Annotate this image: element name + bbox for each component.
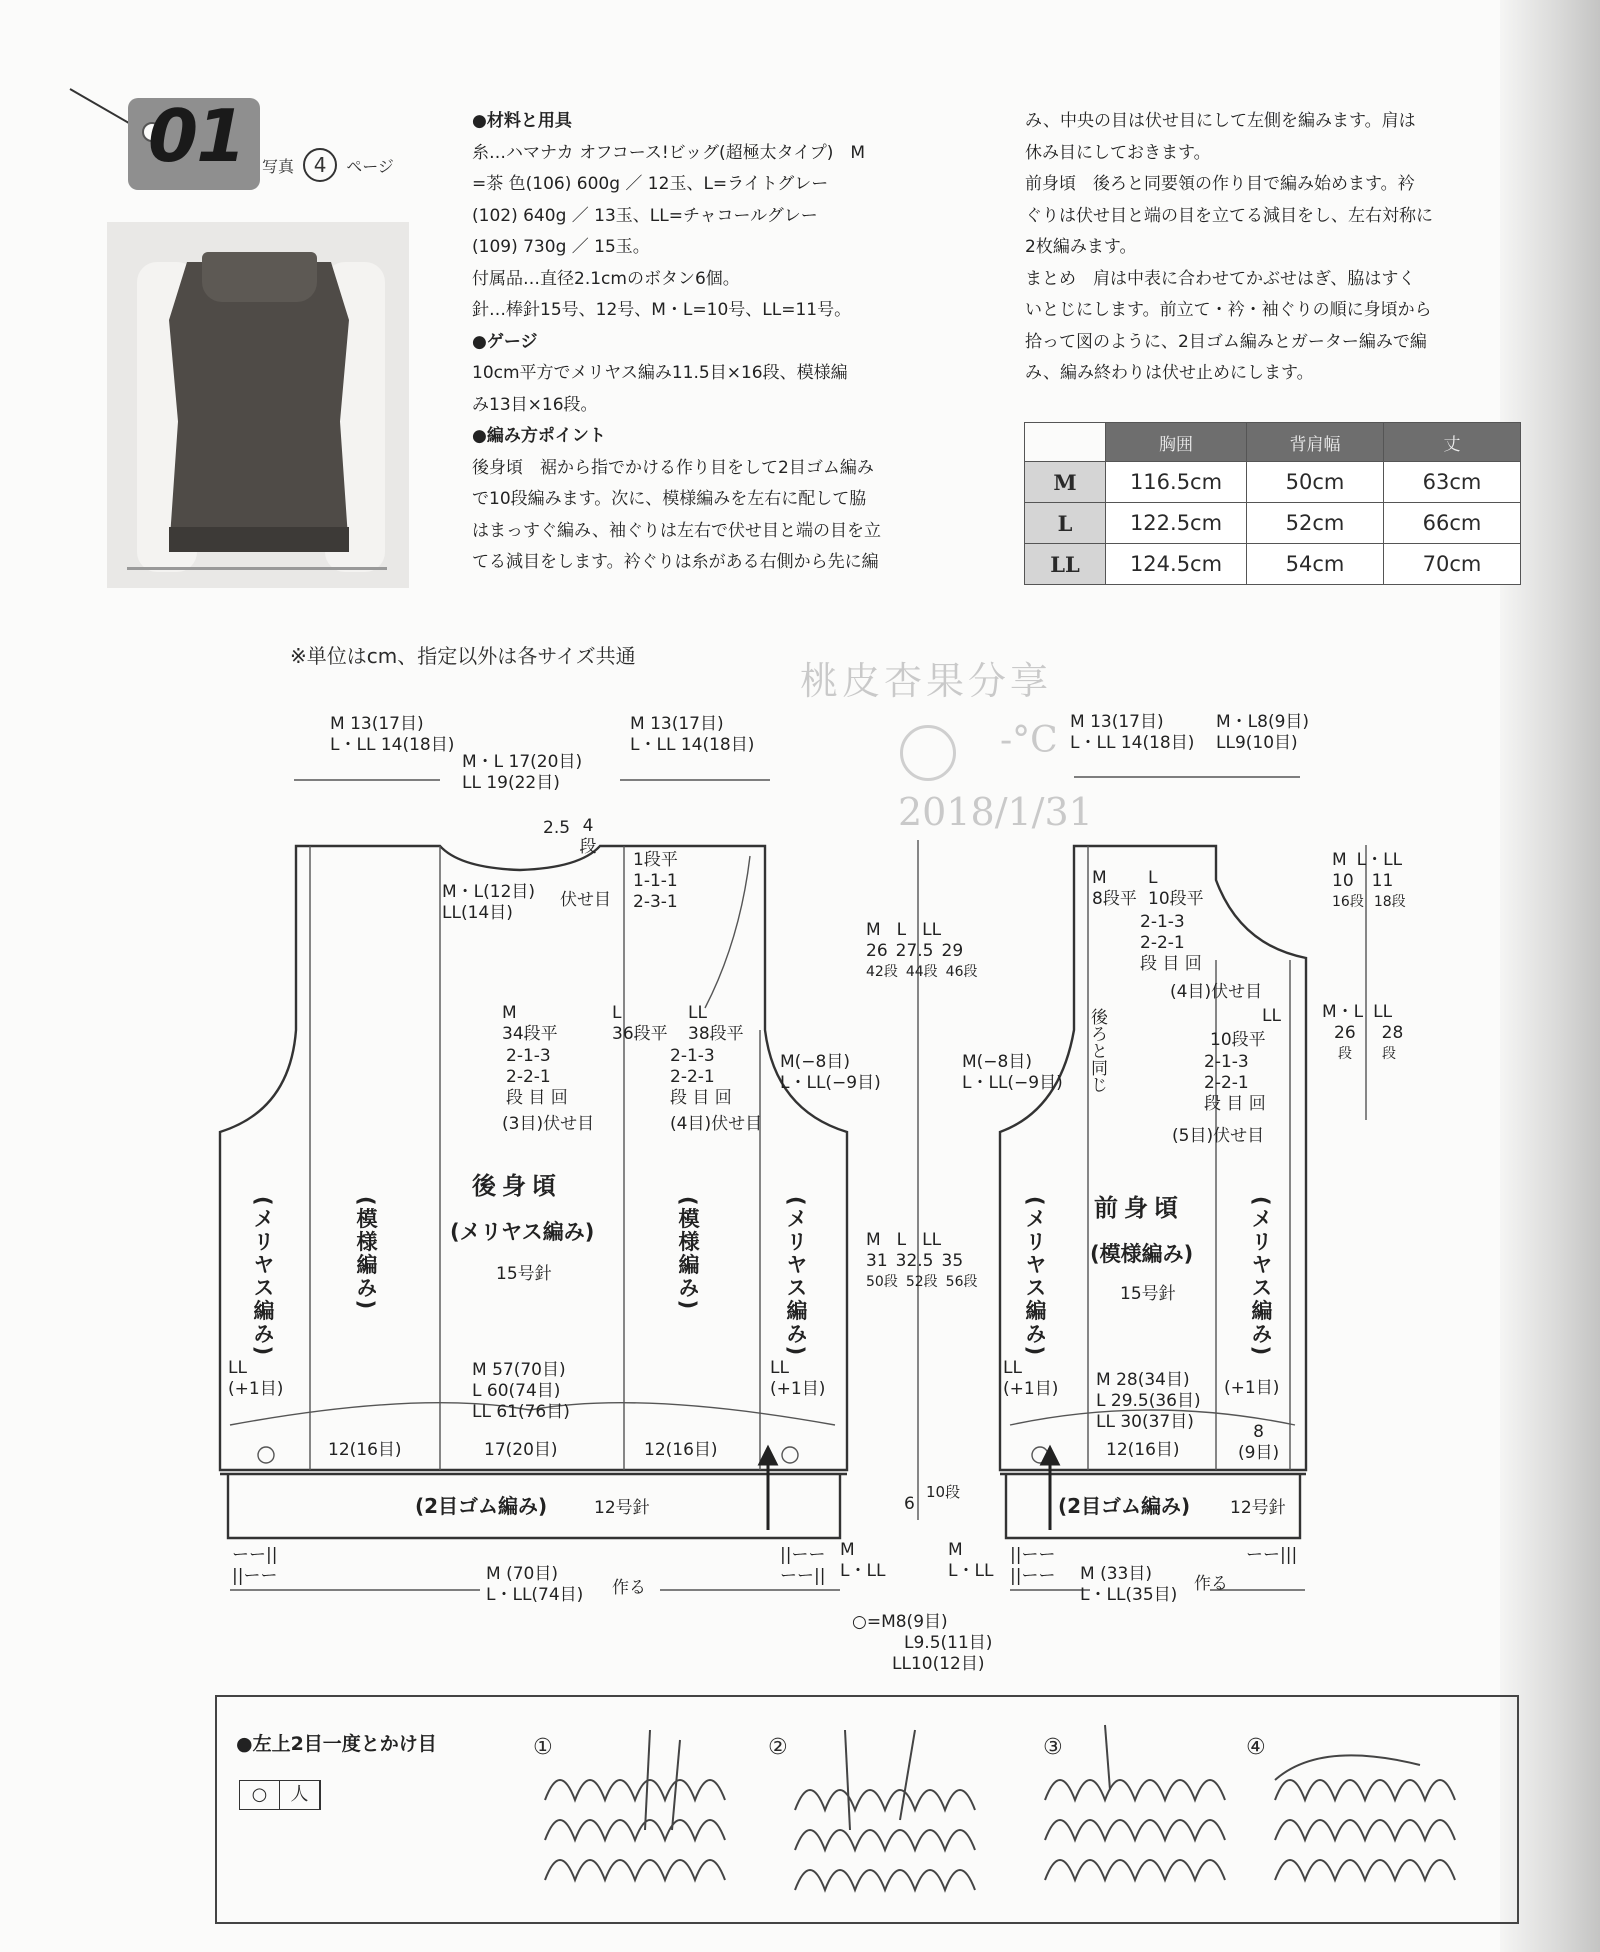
back-cast-on — [486, 1564, 583, 1606]
circle-marker — [258, 1447, 274, 1463]
back-side-label-left: (メリヤス編み) — [251, 1196, 275, 1358]
back-ribbing-needle: 12号針 — [594, 1498, 650, 1518]
back-arm-size-ll: LL — [688, 1003, 707, 1023]
dim-text: M 28(34目) — [1096, 1370, 1190, 1390]
dim-text: M — [948, 1540, 963, 1560]
instruction-line: み、中央の目は伏せ目にして左側を編みます。肩は — [1025, 111, 1416, 131]
back-arm-size-m: M — [502, 1003, 517, 1023]
dim-text: M — [866, 1230, 881, 1250]
back-armhole-curve — [705, 856, 750, 1008]
size-label: LL — [1025, 544, 1106, 585]
dim-text: ||ーー — [232, 1566, 278, 1586]
front-top-b — [1216, 712, 1309, 754]
instruction-line: 付属品…直径2.1cmのボタン6個。 — [472, 268, 740, 289]
dim-text: 56段 — [945, 1274, 978, 1290]
watermark-title: 桃皮杏果分享 — [800, 659, 1053, 703]
front-ll-decrease — [1204, 1052, 1266, 1115]
dim-text: M — [1332, 850, 1347, 870]
front-neck-decrease — [1140, 912, 1202, 975]
dim-text: 段 — [1338, 1046, 1352, 1062]
front-ribbing-label: (2目ゴム編み) — [1058, 1494, 1191, 1518]
dim-text: LL — [228, 1358, 247, 1378]
dim-text: M — [1092, 868, 1107, 888]
instruction-line: いとじにします。前立て・衿・袖ぐりの順に身頃から — [1025, 300, 1432, 320]
size-value: 63cm — [1384, 462, 1521, 503]
back-arm-decrease-right — [670, 1046, 732, 1109]
dim-text: LL — [1373, 1002, 1393, 1022]
dim-text: 10段平 — [1148, 889, 1204, 909]
instruction-line: はまっすぐ編み、袖ぐりは左右で伏せ目と端の目を立 — [472, 520, 882, 541]
dim-text: M — [866, 920, 881, 940]
dim-text: 31 — [866, 1251, 888, 1271]
back-neck-bind-label: 伏せ目 — [560, 890, 611, 910]
dim-text: 段 — [1382, 1046, 1396, 1062]
back-arm-flat-ll: 38段平 — [688, 1024, 744, 1044]
dim-text: L — [896, 1230, 907, 1250]
dim-text: L・LL(−9目) — [780, 1073, 881, 1093]
center-rib-cm: 6 — [904, 1494, 915, 1514]
back-bottom-seg-a: 12(16目) — [328, 1440, 402, 1460]
dim-text: L — [896, 920, 907, 940]
instruction-line: =茶 色(106) 600g ／ 12玉、L=ライトグレー — [472, 174, 829, 194]
dim-text: 46段 — [945, 964, 978, 980]
dim-text: M(−8目) — [780, 1052, 850, 1072]
dim-text: M 13(17目) — [1070, 712, 1164, 732]
dim-text: (+1目) — [228, 1379, 284, 1399]
back-rib-size-right — [840, 1540, 885, 1582]
instruction-line: 拾って図のように、2目ゴム編みとガーター編みで編 — [1025, 331, 1427, 352]
dim-text: LL — [922, 1230, 942, 1250]
dim-text: 16段 — [1332, 894, 1364, 910]
dim-text: LL — [922, 920, 942, 940]
instruction-line: (109) 730g ／ 15玉。 — [472, 237, 650, 257]
instruction-line: で10段編みます。次に、模様編みを左右に配して脇 — [472, 489, 867, 509]
photo-ref-page: 4 — [303, 148, 337, 182]
back-cast-on-label: 作る — [612, 1578, 646, 1598]
back-ribbing-label: (2目ゴム編み) — [415, 1494, 548, 1518]
dim-text: ーー|| — [780, 1566, 826, 1586]
front-neck-size-l — [1148, 868, 1204, 910]
dim-text: L・LL 14(18目) — [630, 735, 755, 755]
front-ll-flat: 10段平 — [1210, 1030, 1266, 1050]
dim-text: 42段 — [866, 964, 898, 980]
size-value: 122.5cm — [1106, 503, 1247, 544]
dim-text: M・L 17(20目) — [462, 752, 583, 772]
dim-text: ||ーー — [780, 1545, 826, 1565]
back-arm-flat-l: 36段平 — [612, 1024, 668, 1044]
dim-text: 段 目 回 — [1204, 1094, 1266, 1114]
center-rib-rows: 10段 — [926, 1483, 961, 1501]
dim-text: L・LL 14(18目) — [1070, 733, 1195, 753]
dim-text: L・LL(−9目) — [962, 1073, 1063, 1093]
legend-title: ●左上2目一度とかけ目 — [236, 1733, 437, 1755]
dim-text: 段 目 回 — [506, 1088, 568, 1108]
dim-text: LL 61(76目) — [472, 1402, 570, 1422]
dim-text: 29 — [941, 941, 964, 961]
dim-text: 28 — [1381, 1023, 1404, 1043]
back-top-c — [630, 714, 754, 756]
back-rib-mark-right — [780, 1545, 825, 1587]
dim-text: ーー|| — [232, 1545, 278, 1565]
size-header-shoulder: 背肩幅 — [1247, 423, 1384, 462]
dim-text: M (70目) — [486, 1564, 558, 1584]
front-bottom-seg-a: 12(16目) — [1106, 1440, 1180, 1460]
k2tog-symbol: 人 — [280, 1781, 320, 1809]
dim-text: LL 30(37目) — [1096, 1412, 1194, 1432]
size-value: 66cm — [1384, 503, 1521, 544]
front-right-dims-b — [1322, 1002, 1412, 1065]
dim-text: 27.5 — [895, 941, 934, 961]
back-rib-mark-left — [232, 1545, 277, 1587]
instruction-line: (102) 640g ／ 13玉、LL=チャコールグレー — [472, 205, 818, 226]
back-neck-rows — [578, 816, 598, 858]
dim-text: L・LL — [948, 1561, 994, 1581]
instruction-line: み13目×16段。 — [472, 394, 598, 415]
watermark-temp: -°C — [1000, 720, 1058, 761]
instruction-line: み、編み終わりは伏せ止めにします。 — [1025, 363, 1314, 383]
yarn-over-symbol: ○ — [240, 1781, 280, 1809]
pattern-number: 01 — [148, 94, 245, 178]
dim-text: 50段 — [866, 1274, 898, 1290]
dim-text: L 60(74目) — [472, 1381, 561, 1401]
dim-text: M 13(17目) — [330, 714, 424, 734]
center-dim-lower — [866, 1230, 976, 1293]
front-neck-size-m — [1092, 868, 1137, 910]
dim-text: L・LL(74目) — [486, 1585, 584, 1605]
step-number-2: ② — [768, 1735, 788, 1760]
instruction-line: 後身頃 裾から指でかける作り目をして2目ゴム編み — [472, 457, 874, 478]
front-subtitle: (模様編み) — [1090, 1242, 1194, 1266]
dim-text: ||ーー — [1010, 1545, 1056, 1565]
back-stitch-counts — [472, 1360, 570, 1423]
dim-text: M(−8目) — [962, 1052, 1032, 1072]
dim-text: 26 — [866, 941, 888, 961]
dim-text: 18段 — [1373, 894, 1406, 910]
dim-text: LL 19(22目) — [462, 773, 560, 793]
back-side-label-right: (メリヤス編み) — [784, 1196, 808, 1358]
instruction-line: 休み目にしておきます。 — [1025, 142, 1211, 163]
back-ll-note-left — [228, 1358, 283, 1400]
front-rib-mark-right: ーー||| — [1246, 1545, 1298, 1565]
dim-text: 2-2-1 — [670, 1067, 715, 1087]
photo-ref-prefix: 写真 — [262, 157, 295, 176]
dim-text: L — [1148, 868, 1158, 888]
dim-text: 段 目 回 — [670, 1088, 732, 1108]
instruction-line: 2枚編みます。 — [1025, 237, 1137, 257]
dim-text: 2-3-1 — [633, 892, 678, 912]
back-needle: 15号針 — [496, 1264, 552, 1284]
dim-text: 2-1-3 — [1140, 912, 1185, 932]
dim-text: 10 — [1332, 871, 1354, 891]
dim-text: ||ーー — [1010, 1566, 1056, 1586]
section-heading: ●材料と用具 — [472, 111, 572, 131]
dim-text: 2-1-3 — [1204, 1052, 1249, 1072]
back-neck-depth: 2.5 — [543, 818, 571, 838]
dim-text: 44段 — [905, 964, 938, 980]
dim-text: (+1目) — [1003, 1379, 1059, 1399]
size-value: 50cm — [1247, 462, 1384, 503]
dim-text: 26 — [1334, 1023, 1356, 1043]
size-label: L — [1025, 503, 1106, 544]
photo-ref-suffix: ページ — [346, 157, 394, 176]
size-label: M — [1025, 462, 1106, 503]
dim-text: LL10(12目) — [892, 1654, 985, 1674]
dim-text: L・LL(35目) — [1080, 1585, 1178, 1605]
back-subtitle: (メリヤス編み) — [450, 1220, 595, 1244]
back-arm-size-l: L — [612, 1003, 622, 1023]
front-rib-size-left — [948, 1540, 993, 1582]
back-neck-decrease — [633, 850, 678, 913]
size-header-length: 丈 — [1384, 423, 1521, 462]
front-right-dims-a — [1332, 850, 1412, 913]
dim-text: M 13(17目) — [630, 714, 724, 734]
dim-text: L 29.5(36目) — [1096, 1391, 1201, 1411]
front-stitch-counts — [1096, 1370, 1201, 1433]
back-neck-bind — [442, 882, 535, 924]
dim-text: LL(14目) — [442, 903, 513, 923]
stitch-legend-box — [215, 1695, 1519, 1924]
dim-text: 段 目 回 — [1140, 954, 1202, 974]
instruction-line: 10cm平方でメリヤス編み11.5目×16段、模様編 — [472, 363, 848, 383]
dim-text: 8段平 — [1092, 889, 1137, 909]
dim-text: LL9(10目) — [1216, 733, 1298, 753]
back-top-a — [330, 714, 454, 756]
dim-text: 4 — [582, 816, 594, 836]
dim-text: 1段平 — [633, 850, 678, 870]
dim-text: L・LL — [840, 1561, 886, 1581]
watermark-date: 2018/1/31 — [898, 790, 1093, 834]
size-value: 70cm — [1384, 544, 1521, 585]
arrow-head — [1042, 1448, 1058, 1464]
back-pattern-label-right: (模様編み) — [676, 1196, 700, 1312]
front-side-label-left: (メリヤス編み) — [1023, 1196, 1047, 1358]
size-value: 54cm — [1247, 544, 1384, 585]
front-ribbing-needle: 12号針 — [1230, 1498, 1286, 1518]
dim-text: 2-1-3 — [670, 1046, 715, 1066]
dim-text: M 57(70目) — [472, 1360, 566, 1380]
center-dim-upper — [866, 920, 976, 983]
back-arm-flat-m: 34段平 — [502, 1024, 558, 1044]
dim-text: L・LL — [1356, 850, 1403, 870]
size-header-chest: 胸囲 — [1106, 423, 1247, 462]
dim-text: 32.5 — [895, 1251, 934, 1271]
dim-text: 1-1-1 — [633, 871, 678, 891]
back-arm-adjust — [780, 1052, 881, 1094]
front-side-label-right: (メリヤス編み) — [1249, 1196, 1273, 1358]
back-arm-bind-right: (4目)伏せ目 — [670, 1114, 763, 1134]
back-top-b — [462, 752, 582, 794]
stitch-symbol-swatch — [239, 1780, 321, 1810]
dim-text: 8 — [1253, 1422, 1264, 1442]
dim-text: 2-1-3 — [506, 1046, 551, 1066]
dim-text: (9目) — [1238, 1443, 1280, 1463]
arrow-head — [760, 1448, 776, 1464]
dim-text: 2-2-1 — [1204, 1073, 1249, 1093]
center-arm-adjust — [962, 1052, 1063, 1094]
back-bottom-seg-c: 12(16目) — [644, 1440, 718, 1460]
dim-text: 段 — [579, 837, 597, 857]
dim-text: 11 — [1371, 871, 1394, 891]
front-title: 前身頃 — [1094, 1194, 1184, 1222]
instruction-line: てる減目をします。衿ぐりは糸がある右側から先に編 — [472, 552, 879, 572]
step-number-4: ④ — [1246, 1735, 1266, 1760]
section-heading: ●ゲージ — [472, 331, 538, 352]
dim-text: ○=M8(9目) — [852, 1612, 948, 1632]
back-bottom-seg-b: 17(20目) — [484, 1440, 558, 1460]
instruction-line: 糸…ハマナカ オフコース!ビッグ(超極太タイプ) M — [472, 142, 866, 163]
dim-text: 2-2-1 — [506, 1067, 551, 1087]
back-arm-decrease-left — [506, 1046, 568, 1109]
front-plus-one-right: (+1目) — [1224, 1378, 1280, 1398]
dim-text: L9.5(11目) — [904, 1633, 993, 1653]
front-top-a — [1070, 712, 1194, 754]
circle-marker — [782, 1447, 798, 1463]
dim-text: 35 — [941, 1251, 964, 1271]
back-ll-note-right — [770, 1358, 825, 1400]
dim-text: (+1目) — [770, 1379, 826, 1399]
instruction-line: 前身頃 後ろと同要領の作り目で編み始めます。衿 — [1025, 174, 1415, 194]
front-bottom-seg-b — [1238, 1422, 1279, 1464]
step-number-3: ③ — [1043, 1735, 1063, 1760]
dim-text: 2-2-1 — [1140, 933, 1185, 953]
dim-text: M・L — [1322, 1002, 1364, 1022]
circle-note — [852, 1612, 992, 1675]
dim-text: M・L8(9目) — [1216, 712, 1310, 732]
front-cast-on — [1080, 1564, 1177, 1606]
back-title: 後身頃 — [472, 1172, 562, 1200]
size-value: 52cm — [1247, 503, 1384, 544]
instruction-line: まとめ 肩は中表に合わせてかぶせはぎ、脇はすく — [1025, 268, 1416, 289]
dim-text: M — [840, 1540, 855, 1560]
front-ll-bind: (5目)伏せ目 — [1172, 1126, 1265, 1146]
dim-text: 52段 — [905, 1274, 938, 1290]
dim-text: M (33目) — [1080, 1564, 1152, 1584]
instruction-line: ぐりは伏せ目と端の目を立てる減目をし、左右対称に — [1025, 205, 1433, 226]
front-rib-mark-left — [1010, 1545, 1055, 1587]
front-ll-note-left — [1003, 1358, 1058, 1400]
size-value: 124.5cm — [1106, 544, 1247, 585]
front-needle: 15号針 — [1120, 1284, 1176, 1304]
dim-text: L・LL 14(18目) — [330, 735, 455, 755]
front-neck-bind: (4目)伏せ目 — [1170, 982, 1263, 1002]
dim-text: M・L(12目) — [442, 882, 536, 902]
back-arm-bind-left: (3目)伏せ目 — [502, 1114, 595, 1134]
step-number-1: ① — [533, 1735, 553, 1760]
front-cast-on-label: 作る — [1194, 1574, 1228, 1594]
size-value: 116.5cm — [1106, 462, 1247, 503]
instruction-line: 針…棒針15号、12号、M・L=10号、LL=11号。 — [472, 300, 852, 320]
front-same-as-back: 後ろと同じ — [1087, 1008, 1107, 1093]
unit-note: ※単位はcm、指定以外は各サイズ共通 — [290, 644, 636, 668]
front-ll-col: LL — [1262, 1006, 1281, 1026]
dim-text: LL — [770, 1358, 789, 1378]
dim-text: LL — [1003, 1358, 1022, 1378]
back-pattern-label-left: (模様編み) — [354, 1196, 378, 1312]
section-heading: ●編み方ポイント — [472, 426, 606, 446]
